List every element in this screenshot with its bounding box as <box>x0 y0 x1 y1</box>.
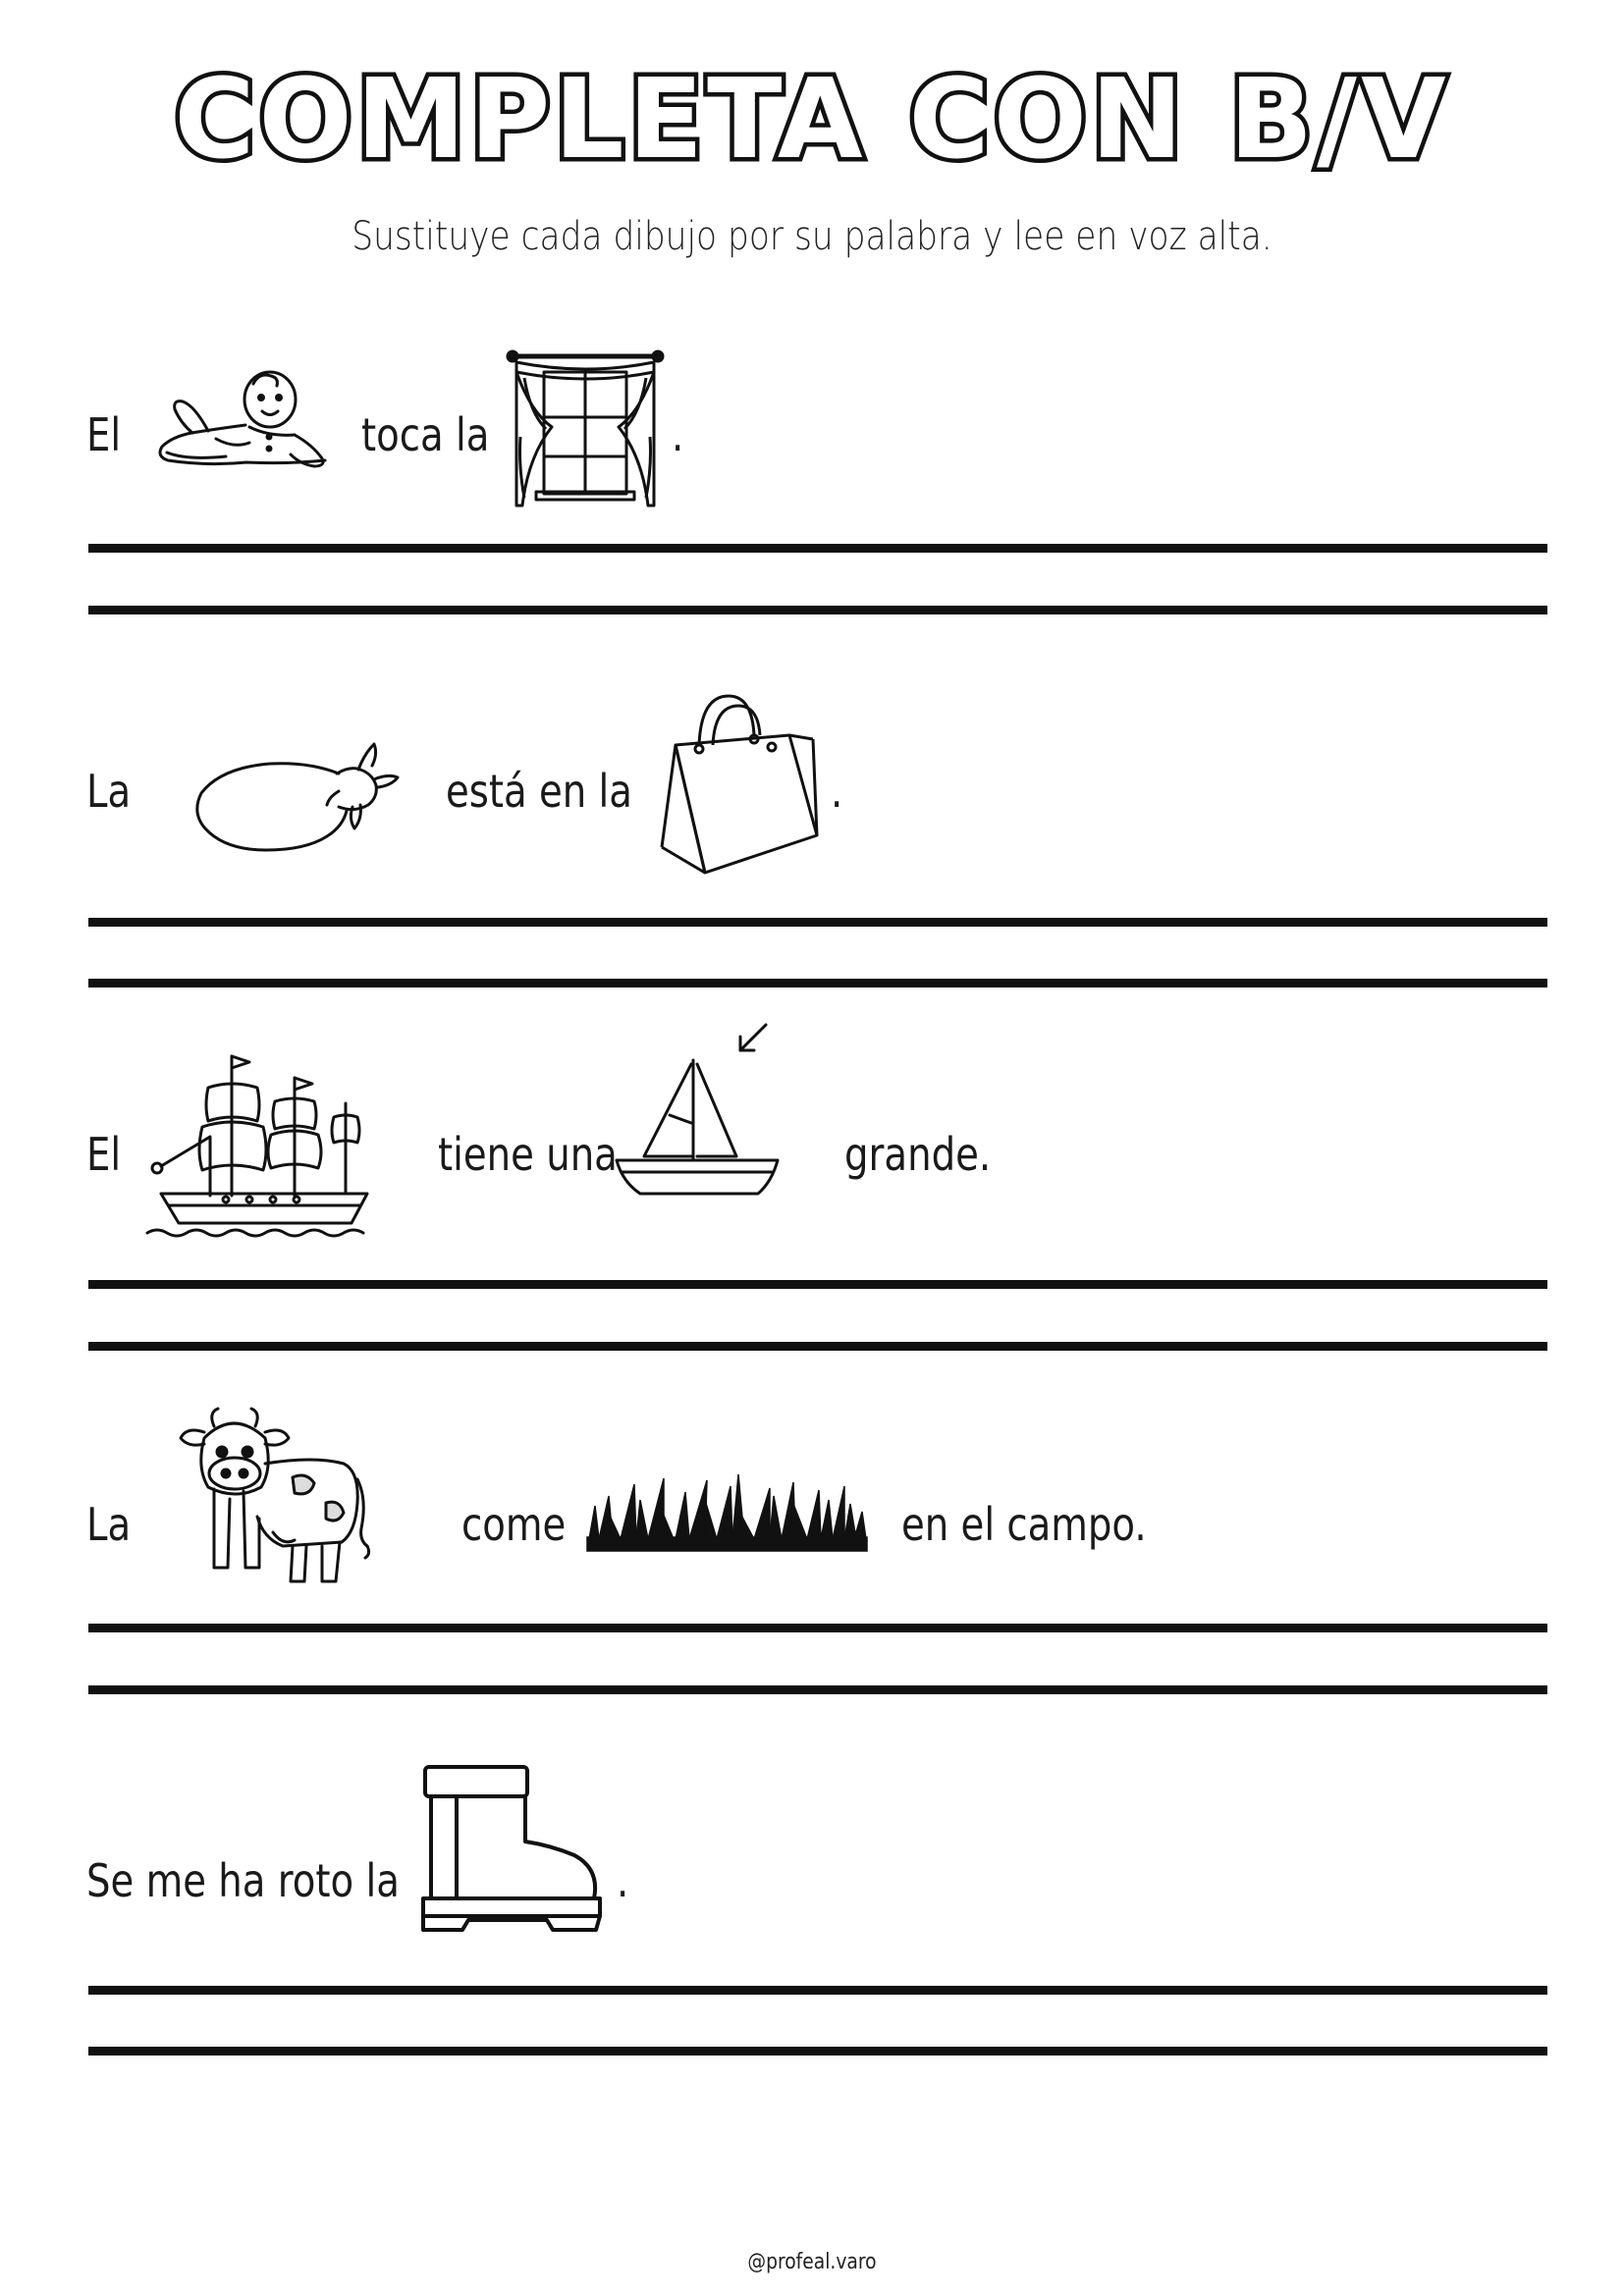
sailing-ship-icon <box>147 1048 383 1245</box>
sentence-word: El <box>86 1128 122 1181</box>
boot-icon <box>417 1763 609 1935</box>
sentence-word: en el campo. <box>901 1498 1147 1551</box>
writing-line <box>88 1342 1547 1351</box>
sentence-word: El <box>86 408 122 461</box>
writing-line <box>88 1280 1547 1289</box>
sentence-word: tiene una <box>438 1128 618 1181</box>
cow-icon <box>175 1409 371 1595</box>
writing-line <box>88 1624 1547 1632</box>
sentence-word: Se me ha roto la <box>86 1854 400 1907</box>
author-handle: @profeal.varo <box>747 2250 877 2274</box>
writing-line <box>88 606 1547 614</box>
sentence-word: La <box>86 765 132 818</box>
writing-line <box>88 979 1547 988</box>
sentence-word: La <box>86 1498 132 1551</box>
sentence-word: come <box>461 1498 567 1551</box>
writing-line <box>88 918 1547 927</box>
baby-icon <box>147 358 344 476</box>
grass-icon <box>587 1470 867 1554</box>
sentence-word: . <box>672 408 684 461</box>
shopping-bag-icon <box>656 690 823 877</box>
instructions: Sustituye cada dibujo por su palabra y lee en voz alta. <box>352 214 1272 259</box>
writing-line <box>88 1986 1547 1995</box>
sentence-word: está en la <box>446 765 632 818</box>
sentence-word: . <box>831 765 843 818</box>
sentence-word: . <box>617 1854 629 1907</box>
sail-boat-icon <box>609 1021 785 1217</box>
sentence-word: grande. <box>844 1128 992 1181</box>
page-title: COMPLETA CON B/V <box>174 56 1450 184</box>
window-icon <box>507 348 664 506</box>
writing-line <box>88 2047 1547 2056</box>
sentence-word: toca la <box>361 408 490 461</box>
writing-line <box>88 544 1547 553</box>
eggplant-icon <box>191 734 403 857</box>
writing-line <box>88 1685 1547 1694</box>
